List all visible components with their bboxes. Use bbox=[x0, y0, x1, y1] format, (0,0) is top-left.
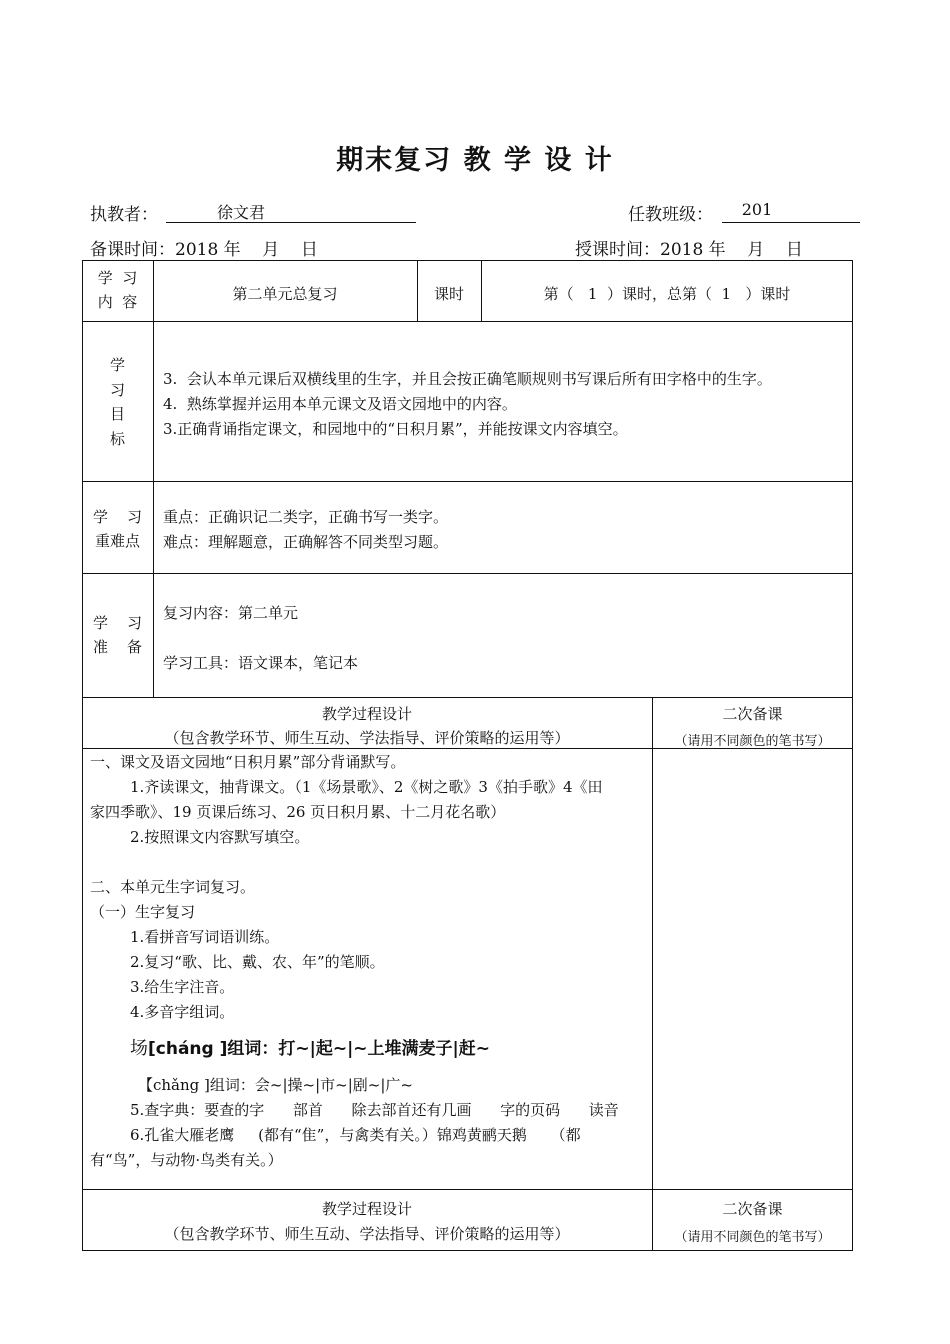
process-title: 教学过程设计 bbox=[321, 1200, 412, 1218]
row-divider bbox=[82, 697, 853, 698]
process-item: 有“鸟”，与动物·鸟类有关。） bbox=[90, 1151, 283, 1169]
focus-label: 学 习 重难点 bbox=[92, 508, 143, 550]
second-prep-subtitle: （请用不同颜色的笔书写） bbox=[674, 734, 831, 749]
col-divider bbox=[153, 260, 154, 698]
section-heading: 一、课文及语文园地“日积月累”部分背诵默写。 bbox=[90, 753, 406, 771]
section-heading: 二、本单元生字词复习。 bbox=[90, 878, 256, 896]
sub-heading: （一）生字复习 bbox=[90, 903, 196, 921]
row-divider bbox=[82, 573, 853, 574]
process-item: 5.查字典：要查的字 部首 除去部首还有几画 字的页码 读音 bbox=[130, 1101, 619, 1119]
content-value: 第二单元总复习 bbox=[232, 285, 338, 303]
focus-difficulty: 难点：理解题意，正确解答不同类型习题。 bbox=[163, 533, 449, 551]
content-label: 学 习 内 容 bbox=[97, 269, 138, 311]
second-prep-subtitle: （请用不同颜色的笔书写） bbox=[674, 1230, 831, 1245]
prep-tools: 学习工具：语文课本，笔记本 bbox=[163, 654, 359, 672]
focus-key-point: 重点：正确识记二类字，正确书写一类字。 bbox=[163, 508, 449, 526]
row-divider bbox=[82, 321, 853, 322]
row-divider bbox=[82, 1189, 853, 1190]
class-label: 任教班级： bbox=[628, 205, 713, 225]
prep-time: 备课时间：2018 年 月 日 bbox=[90, 240, 318, 260]
polyphone-words: [cháng ]组词：打~|起~|~上堆满麦子|赶~ bbox=[148, 1039, 490, 1059]
polyphone-char: 场 bbox=[130, 1038, 148, 1059]
second-prep-title: 二次备课 bbox=[722, 705, 783, 723]
period-label: 课时 bbox=[433, 285, 464, 303]
teacher-label: 执教者： bbox=[90, 205, 158, 225]
row-divider bbox=[82, 481, 853, 482]
teacher-name: 徐文君 bbox=[216, 203, 265, 222]
process-item: 2.按照课文内容默写填空。 bbox=[130, 828, 310, 846]
process-item: 1.看拼音写词语训练。 bbox=[130, 928, 280, 946]
spacer bbox=[90, 850, 646, 875]
prep-label: 学 习 准 备 bbox=[92, 614, 143, 656]
process-item: 6.孔雀大雁老鹰 (都有“隹”，与禽类有关。）锦鸡黄鹂天鹅 （都 bbox=[130, 1126, 581, 1144]
process-item: 2.复习“歌、比、戴、农、年”的笔顺。 bbox=[130, 953, 385, 971]
process-item: 家四季歌》、19 页课后练习、26 页日积月累、十二月花名歌） bbox=[90, 803, 506, 821]
goal-item: 3. 会认本单元课后双横线里的生字，并且会按正确笔顺规则书写课后所有田字格中的生字。 bbox=[163, 370, 772, 388]
process-subtitle: （包含教学环节、师生互动、学法指导、评价策略的运用等） bbox=[164, 729, 570, 747]
process-item: 3.给生字注音。 bbox=[130, 978, 235, 996]
goal-item: 3.正确背诵指定课文，和园地中的“日积月累”，并能按课文内容填空。 bbox=[163, 420, 628, 438]
prep-content: 复习内容：第二单元 bbox=[163, 604, 299, 622]
polyphone-chang2 bbox=[90, 1025, 646, 1073]
goals-label: 学 习 目 标 bbox=[109, 356, 125, 448]
process-subtitle: （包含教学环节、师生互动、学法指导、评价策略的运用等） bbox=[164, 1225, 570, 1243]
process-title: 教学过程设计 bbox=[321, 705, 412, 723]
second-prep-title: 二次备课 bbox=[722, 1200, 783, 1218]
goal-item: 4. 熟练掌握并运用本单元课文及语文园地中的内容。 bbox=[163, 395, 517, 413]
process-item: 4.多音字组词。 bbox=[130, 1003, 235, 1021]
page-title: 期末复习 教 学 设 计 bbox=[336, 145, 614, 176]
period-value: 第（ 1 ）课时，总第（ 1 ）课时 bbox=[543, 285, 791, 303]
teach-time: 授课时间：2018 年 月 日 bbox=[575, 240, 803, 260]
col-divider bbox=[652, 697, 653, 1251]
polyphone-chang3: 【chǎng ]组词：会~|操~|市~|剧~|广~ bbox=[138, 1076, 413, 1094]
process-item: 1.齐读课文，抽背课文。（1《场景歌》、2《树之歌》3《拍手歌》4《田 bbox=[130, 778, 603, 796]
process-content bbox=[90, 750, 646, 1173]
class-value: 201 bbox=[741, 200, 773, 219]
